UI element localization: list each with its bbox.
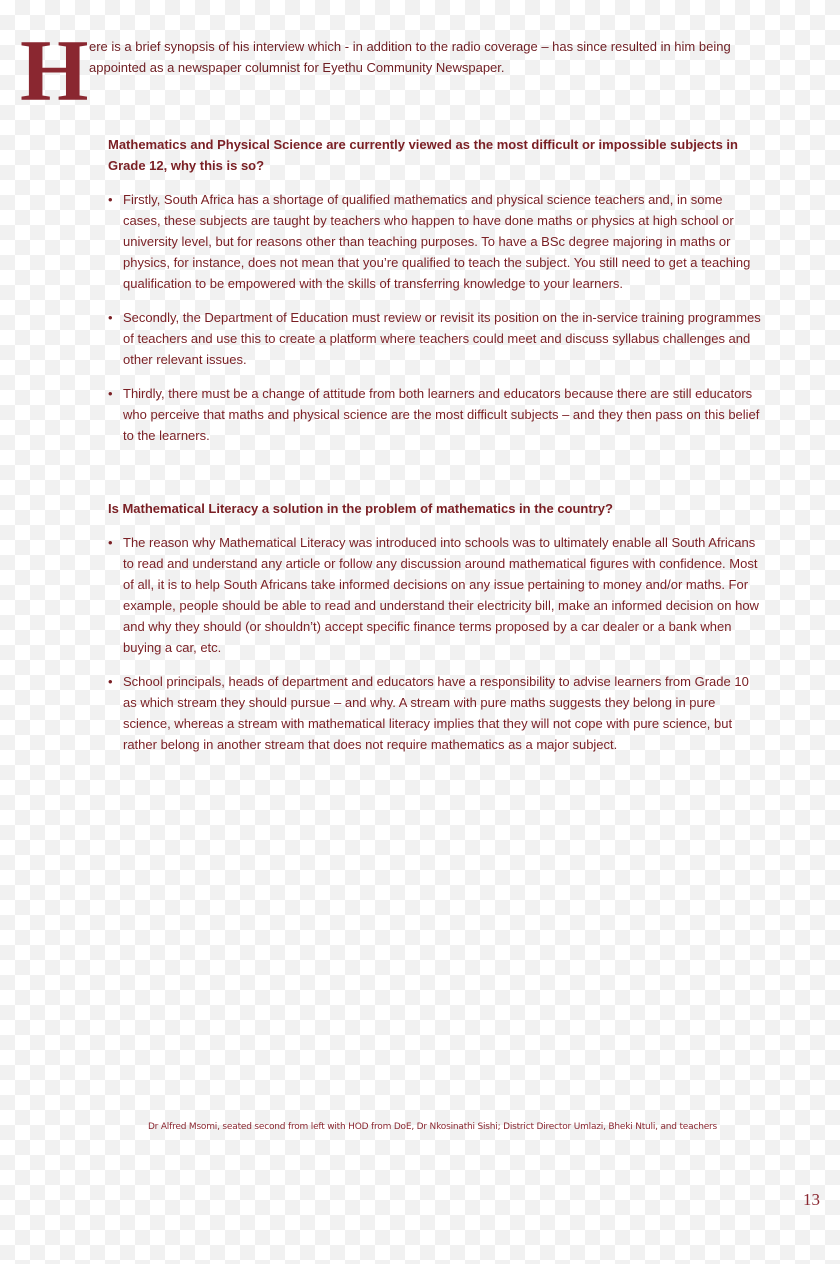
section-question: Is Mathematical Literacy a solution in the problem of mathematics in the country? (108, 501, 613, 516)
list-item-text: The reason why Mathematical Literacy was introduced into schools was to ultimately enable all South Africans to read and understand any article or follow any discussion around mathematical figures with confidence. Most of all, it is to help South Africans take informed decisions on any issue pertaining to money and/or maths. For example, people should be able to read and understand their electricity bill, make an informed decision on how and why they should (or shouldn’t) accept specific finance terms proposed by a car dealer or a bank when buying a car, etc. (123, 535, 759, 655)
drop-cap-letter: H (20, 23, 89, 120)
bullet-icon: • (108, 535, 113, 550)
intro-paragraph: ere is a brief synopsis of his interview which - in addition to the radio coverage – has since resulted in him being appointed as a newspaper columnist for Eyethu Community Newspaper. (89, 39, 731, 75)
list-item (108, 383, 763, 446)
bullet-list (108, 189, 763, 446)
list-item-text: School principals, heads of department and educators have a responsibility to advise learners from Grade 10 as which stream they should pursue – and why. A stream with pure maths suggests they belong in pure science, whereas a stream with mathematical literacy implies that they will not cope with pure science, but rather belong in another stream that does not require mathematics as a major subject. (123, 674, 749, 752)
list-item-text: Firstly, South Africa has a shortage of qualified mathematics and physical science teachers and, in some cases, these subjects are taught by teachers who happen to have done maths or physics at high school or university level, but for reasons other than teaching purposes. To have a BSc degree majoring in maths or physics, for instance, does not mean that you’re qualified to teach the subject. You still need to get a teaching qualification to be empowered with the skills of transferring knowledge to your learners. (123, 192, 751, 291)
bullet-icon: • (108, 310, 113, 325)
bullet-icon: • (108, 674, 113, 689)
list-item (108, 189, 763, 294)
photo-caption: Dr Alfred Msomi, seated second from left with HOD from DoE, Dr Nkosinathi Sishi; District Director Umlazi, Bheki Ntuli, and teachers (147, 1122, 718, 1132)
bullet-icon: • (108, 386, 113, 401)
section-question: Mathematics and Physical Science are currently viewed as the most difficult or impossible subjects in Grade 12, why this is so? (108, 137, 738, 173)
bullet-icon: • (108, 192, 113, 207)
list-item-text: Secondly, the Department of Education must review or revisit its position on the in-service training programmes of teachers and use this to create a platform where teachers could meet and discuss syllabus challenges and other relevant issues. (123, 310, 761, 367)
bullet-list (108, 532, 763, 755)
page-number: 13 (803, 1190, 820, 1209)
list-item (108, 532, 763, 658)
section-mathematical-literacy (108, 498, 763, 768)
list-item (108, 307, 763, 370)
section-difficult-subjects (108, 134, 763, 459)
list-item-text: Thirdly, there must be a change of attitude from both learners and educators because there are still educators who perceive that maths and physical science are the most difficult subjects – and they then pass on this belief to the learners. (123, 386, 760, 443)
list-item (108, 671, 763, 755)
